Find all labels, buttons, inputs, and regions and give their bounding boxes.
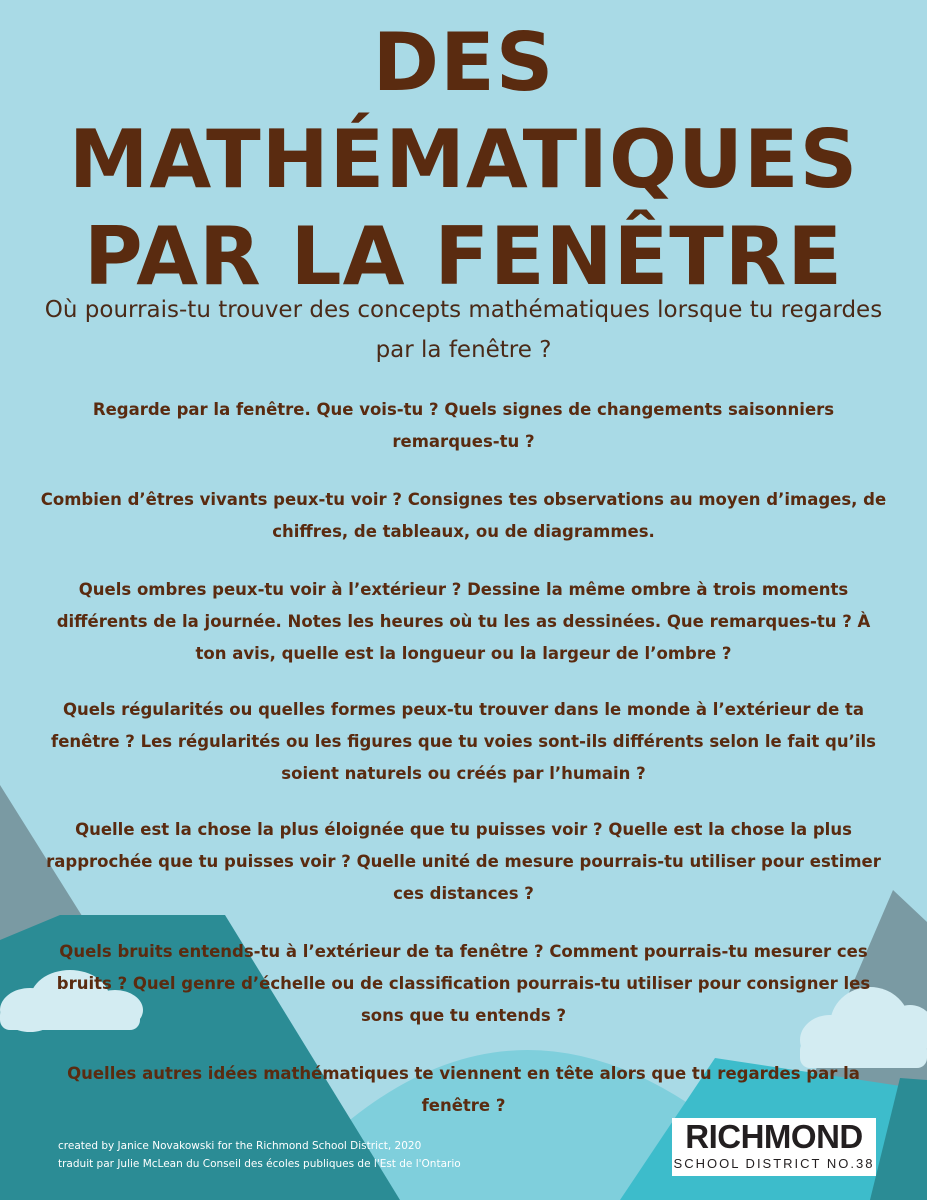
question-2: Combien d’êtres vivants peux-tu voir ? Consignes tes observations au moyen d’images, de chiffres, de tableaux, ou de diagrammes. [40,490,887,541]
title-line-1: DES [372,16,555,109]
logo-name: RICHMOND [685,1118,863,1155]
question-3: Quels ombres peux-tu voir à l’extérieur ? Dessine la même ombre à trois moments différents de la journée. Notes les heures où tu les as dessinées. Que remarques-tu ? À ton avis, quelle est la longueur ou la largeur de l’ombre ? [56,580,871,663]
subtitle: Où pourrais-tu trouver des concepts mathématiques lorsque tu regardes par la fenêtre ? [44,297,883,363]
poster-title [0,14,927,305]
title-line-2: MATHÉMATIQUES [68,113,859,206]
question-4: Quels régularités ou quelles formes peux-tu trouver dans le monde à l’extérieur de ta fenêtre ? Les régularités ou les figures que tu voies sont-ils différents selon le fait qu’ils soient naturels ou créés par l’humain ? [51,700,876,783]
question-1: Regarde par la fenêtre. Que vois-tu ? Quels signes de changements saisonniers remarques-tu ? [92,400,835,451]
title-line-3: PAR LA FENÊTRE [83,210,844,303]
question-7: Quelles autres idées mathématiques te viennent en tête alors que tu regardes par la fenêtre ? [67,1064,860,1115]
credit-translator: traduit par Julie McLean du Conseil des écoles publiques de l'Est de l'Ontario [58,1158,461,1170]
credit-author: created by Janice Novakowski for the Richmond School District, 2020 [58,1140,422,1152]
logo-subtitle: SCHOOL DISTRICT NO.38 [673,1156,875,1171]
question-6: Quels bruits entends-tu à l’extérieur de ta fenêtre ? Comment pourrais-tu mesurer ces bruits ? Quel genre d’échelle ou de classification pourrais-tu utiliser pour consigner les sons que tu entends ? [56,942,871,1025]
credits [58,1137,618,1173]
question-5: Quelle est la chose la plus éloignée que tu puisses voir ? Quelle est la chose la plus rapprochée que tu puisses voir ? Quelle unité de mesure pourrais-tu utiliser pour estimer ces distances ? [46,820,881,903]
richmond-logo [672,1118,876,1176]
